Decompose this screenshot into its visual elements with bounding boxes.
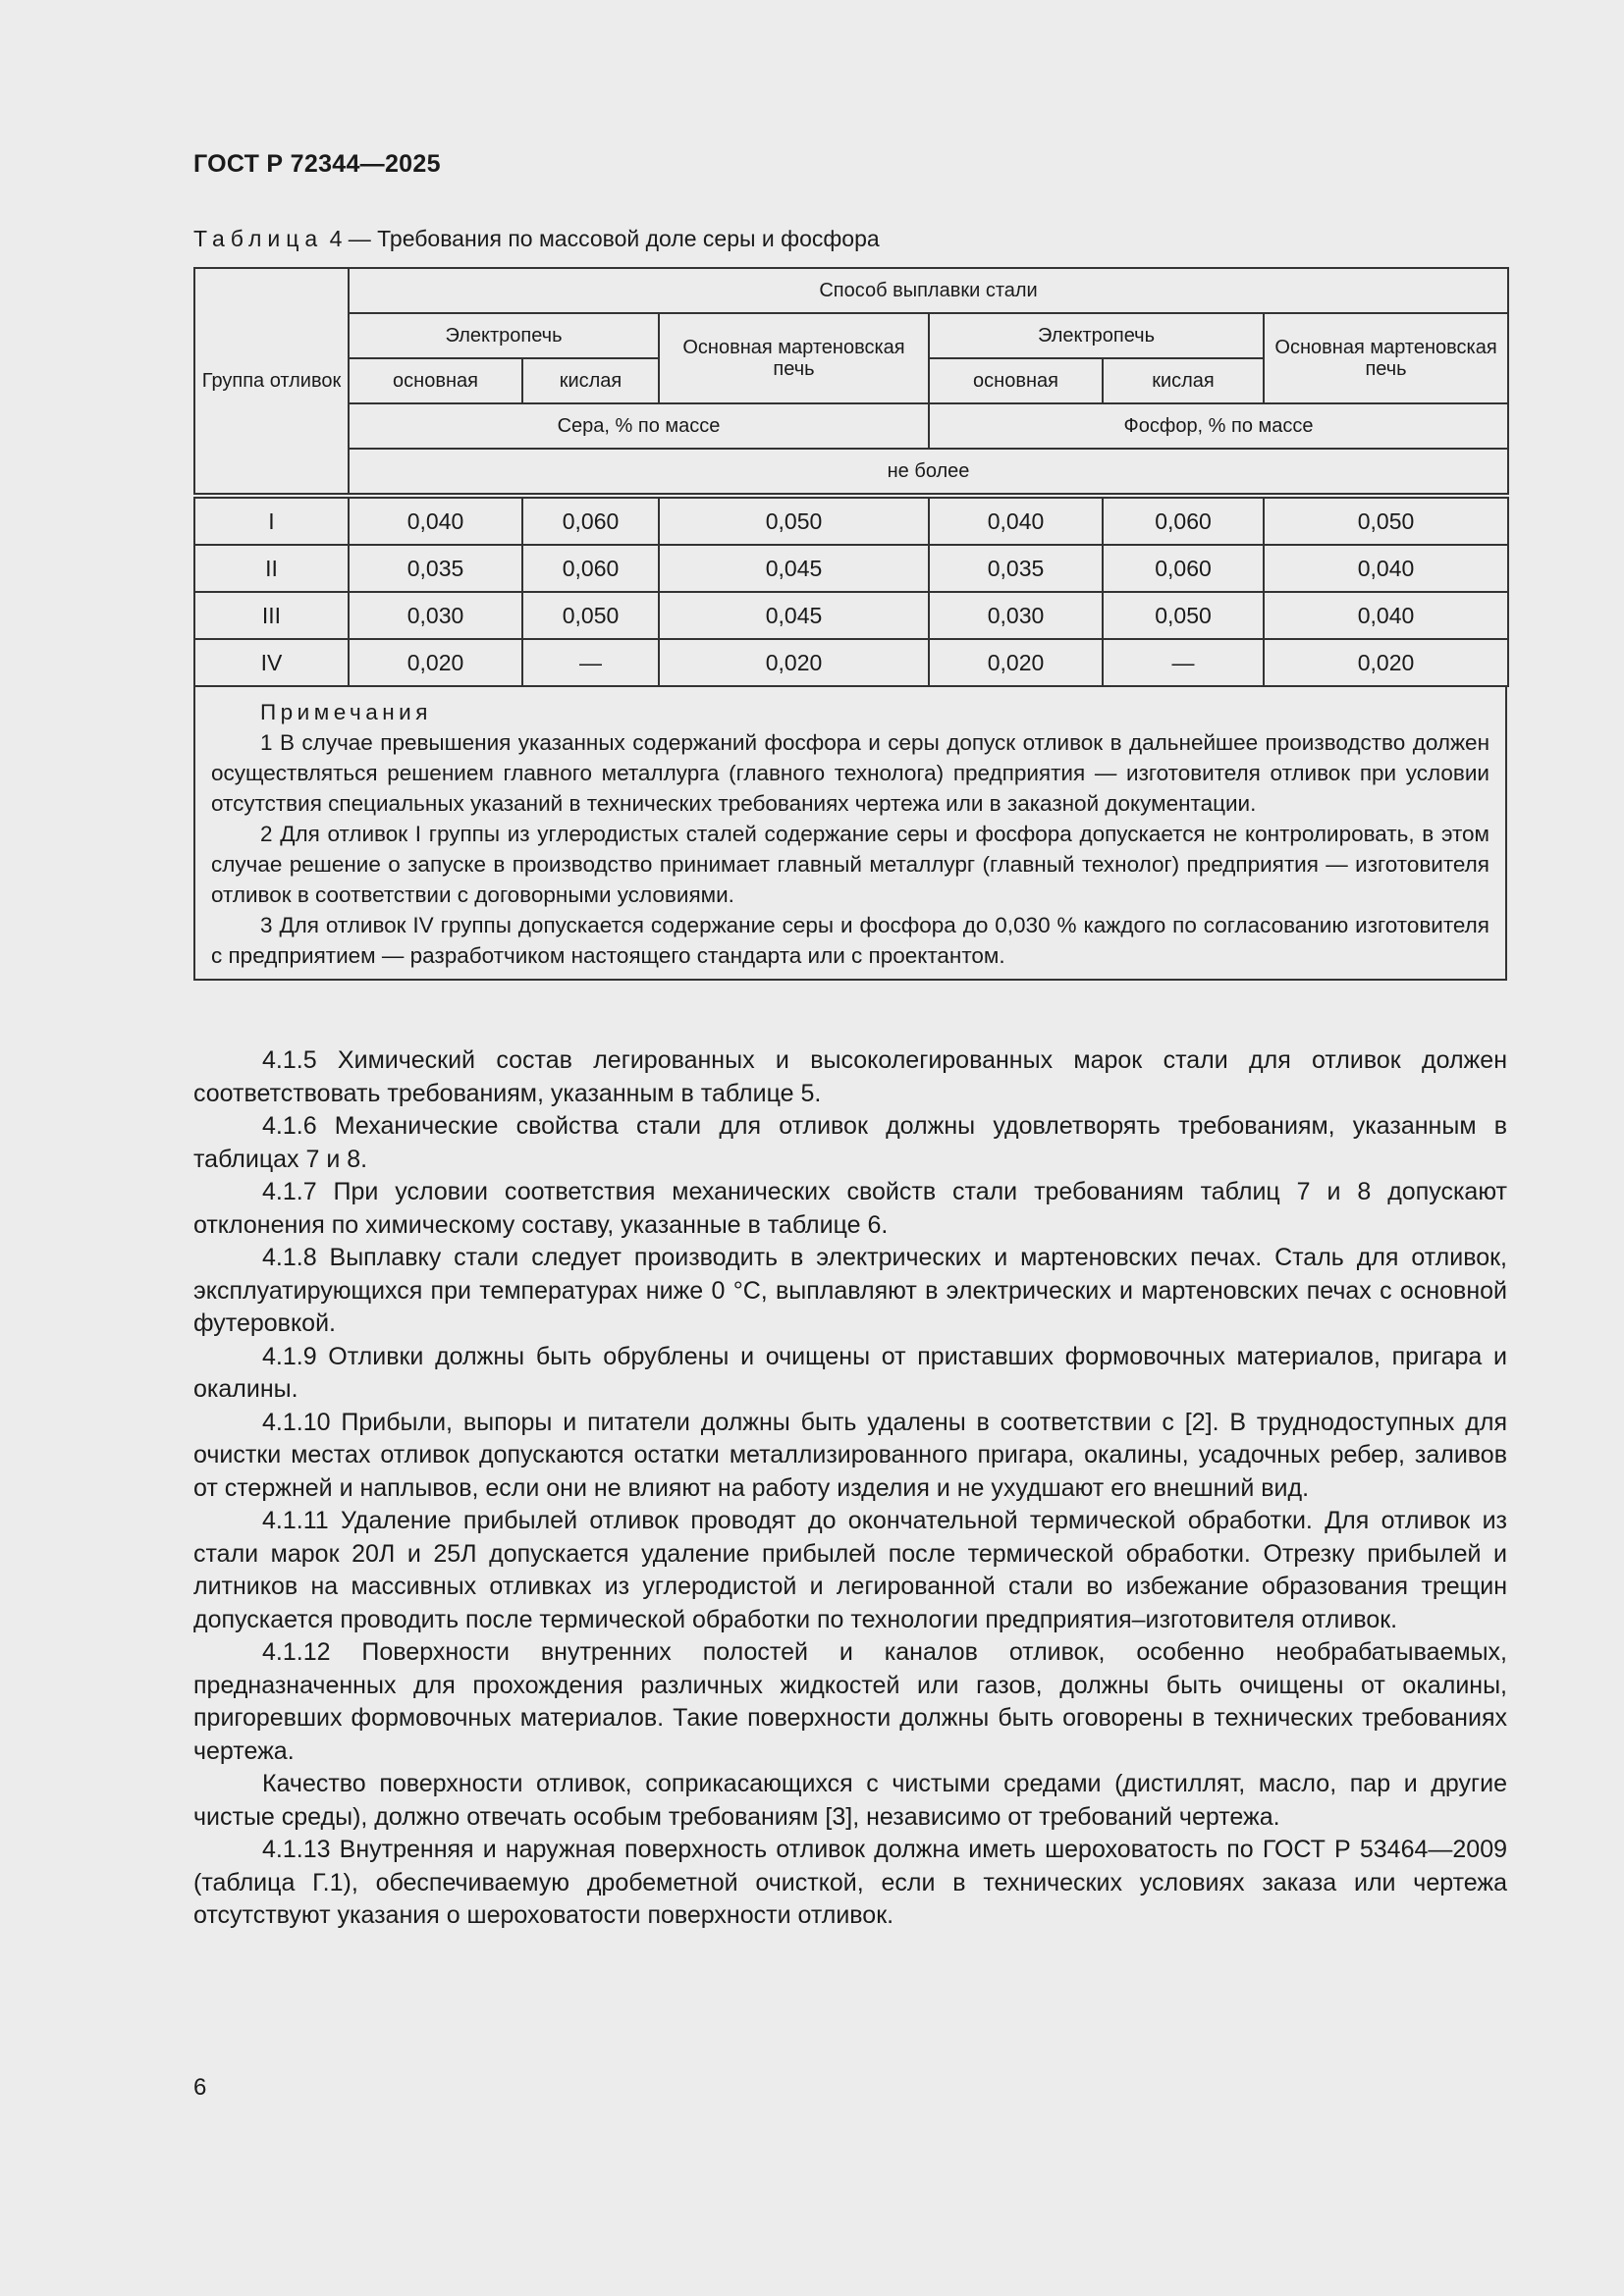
table-cell: 0,040 (929, 496, 1103, 545)
table-caption (193, 226, 880, 252)
table-cell: II (194, 545, 349, 592)
table-cell: 0,060 (522, 496, 659, 545)
table-cell: 0,020 (349, 639, 522, 686)
group-header: Группа отливок (194, 268, 349, 496)
paragraph: 4.1.9 Отливки должны быть обрублены и очищены от приставших формовочных материалов, пригара и окалины. (193, 1342, 1507, 1403)
page-number: 6 (193, 2074, 207, 2101)
paragraph: Качество поверхности отливок, соприкасающихся с чистыми средами (дистиллят, масло, пар и другие чистые среды), должно отвечать особым требованиям [3], независимо от требований чертежа. (193, 1770, 1507, 1831)
acid-header-sulfur: кислая (522, 358, 659, 403)
sulfur-header: Сера, % по массе (349, 403, 929, 449)
notes-title: Примечания (260, 700, 432, 724)
table-cell: 0,050 (1264, 496, 1508, 545)
table-cell: 0,035 (929, 545, 1103, 592)
electro-header-sulfur: Электропечь (349, 313, 659, 358)
table-cell: IV (194, 639, 349, 686)
table-cell: 0,060 (1103, 496, 1264, 545)
document-header: ГОСТ Р 72344—2025 (193, 150, 441, 178)
table-cell: — (522, 639, 659, 686)
basic-header-phosphorus: основная (929, 358, 1103, 403)
note-item: 3 Для отливок IV группы допускается содержание серы и фосфора до 0,030 % каждого по согласованию изготовителя с предприятием — разработчиком настоящего стандарта или с проектантом. (211, 913, 1489, 968)
not-more-header: не более (349, 449, 1508, 496)
table-cell: 0,020 (1264, 639, 1508, 686)
table-cell: 0,060 (1103, 545, 1264, 592)
table-cell: 0,030 (929, 592, 1103, 639)
paragraph: 4.1.6 Механические свойства стали для отливок должны удовлетворять требованиям, указанным в таблицах 7 и 8. (193, 1112, 1507, 1173)
table-cell: 0,050 (659, 496, 929, 545)
table-row (194, 545, 1508, 592)
table-cell: 0,040 (1264, 592, 1508, 639)
table-cell: 0,050 (522, 592, 659, 639)
table-notes (193, 687, 1507, 981)
table-caption-title: 4 — Требования по массовой доле серы и фосфора (323, 226, 880, 251)
table-cell: 0,060 (522, 545, 659, 592)
paragraph: 4.1.11 Удаление прибылей отливок проводят до окончательной термической обработки. Для отливок из стали марок 20Л и 25Л допускается удаление прибылей после термической обработки. Отрезку прибылей и литников на массивных отливках из углеродистой и легированной стали во избежание образования трещин допускается проводить после термической обработки по технологии предприятия–изготовителя отливок. (193, 1507, 1507, 1633)
open-hearth-header-sulfur: Основная мартеновская печь (659, 313, 929, 403)
table-cell: 0,035 (349, 545, 522, 592)
table-row (194, 592, 1508, 639)
table-row (194, 639, 1508, 686)
paragraph: 4.1.8 Выплавку стали следует производить в электрических и мартеновских печах. Сталь для отливок, эксплуатирующихся при температурах ниже 0 °С, выплавляют в электрических и мартеновских печах с основной футеровкой. (193, 1244, 1507, 1337)
table-cell: 0,045 (659, 592, 929, 639)
table-cell: III (194, 592, 349, 639)
table-4 (193, 267, 1507, 981)
note-item: 1 В случае превышения указанных содержаний фосфора и серы допуск отливок в дальнейшее производство должен осуществляться решением главного металлурга (главного технолога) предприятия — изготовителя отливок при условии отсутствия специальных указаний в технических требованиях чертежа или в заказной документации. (211, 730, 1489, 816)
electro-header-phosphorus: Электропечь (929, 313, 1264, 358)
phosphorus-header: Фосфор, % по массе (929, 403, 1508, 449)
table-cell: — (1103, 639, 1264, 686)
acid-header-phosphorus: кислая (1103, 358, 1264, 403)
table-cell: 0,045 (659, 545, 929, 592)
paragraph: 4.1.7 При условии соответствия механических свойств стали требованиям таблиц 7 и 8 допускают отклонения по химическому составу, указанные в таблице 6. (193, 1178, 1507, 1239)
table-cell: 0,020 (659, 639, 929, 686)
table-cell: 0,040 (349, 496, 522, 545)
table-cell: I (194, 496, 349, 545)
note-item: 2 Для отливок I группы из углеродистых сталей содержание серы и фосфора допускается не контролировать, в этом случае решение о запуске в производство принимает главный металлург (главный технолог) предприятия — изготовителя отливок в соответствии с договорными условиями. (211, 822, 1489, 907)
table-cell: 0,030 (349, 592, 522, 639)
paragraph: 4.1.5 Химический состав легированных и высоколегированных марок стали для отливок должен соответствовать требованиям, указанным в таблице 5. (193, 1046, 1507, 1107)
paragraph: 4.1.13 Внутренняя и наружная поверхность отливок должна иметь шероховатость по ГОСТ Р 53464—2009 (таблица Г.1), обеспечиваемую дробеметной очисткой, если в технических условиях заказа или чертежа отсутствуют указания о шероховатости поверхности отливок. (193, 1836, 1507, 1929)
sulfur-phosphorus-table (193, 267, 1509, 687)
basic-header-sulfur: основная (349, 358, 522, 403)
table-cell: 0,050 (1103, 592, 1264, 639)
table-cell: 0,040 (1264, 545, 1508, 592)
body-text (193, 1044, 1507, 1933)
paragraph: 4.1.10 Прибыли, выпоры и питатели должны быть удалены в соответствии с [2]. В труднодоступных для очистки местах отливок допускаются остатки металлизированного пригара, окалины, усадочных ребер, заливов от стержней и наплывов, если они не влияют на работу изделия и не ухудшают его внешний вид. (193, 1408, 1507, 1502)
table-cell: 0,020 (929, 639, 1103, 686)
open-hearth-header-phosphorus: Основная мартеновская печь (1264, 313, 1508, 403)
table-row (194, 496, 1508, 545)
table-caption-label: Таблица (193, 226, 324, 251)
paragraph: 4.1.12 Поверхности внутренних полостей и каналов отливок, особенно необрабатываемых, предназначенных для прохождения различных жидкостей или газов, должны быть очищены от окалины, пригоревших формовочных материалов. Такие поверхности должны быть оговорены в технических требованиях чертежа. (193, 1638, 1507, 1765)
method-header: Способ выплавки стали (349, 268, 1508, 313)
